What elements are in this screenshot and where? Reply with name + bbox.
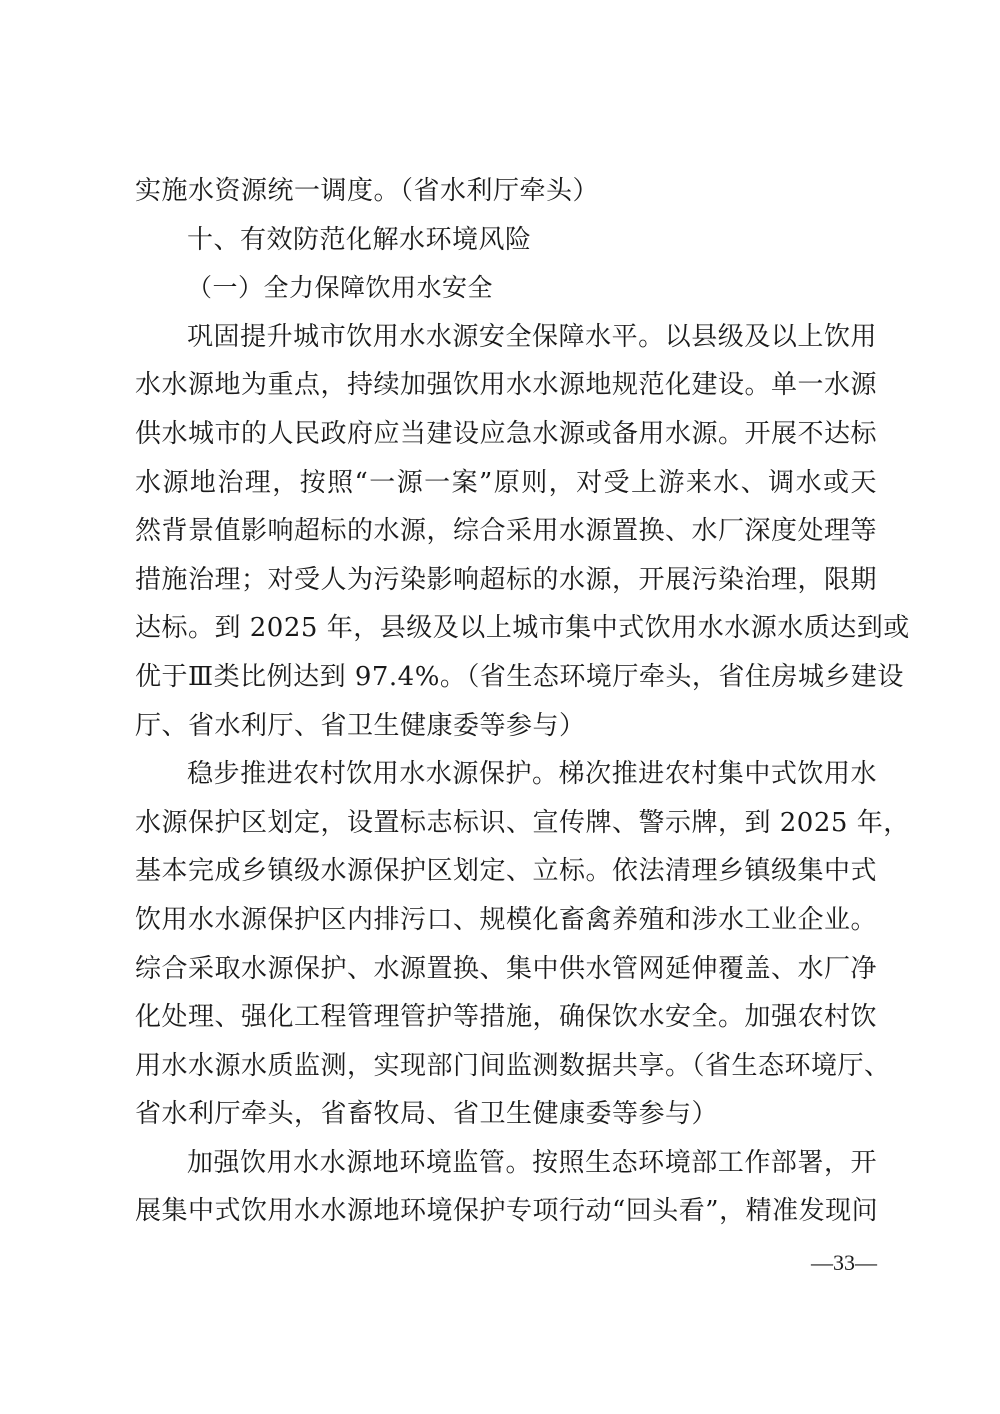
paragraph-line: 优于Ⅲ类比例达到 97.4%。（省生态环境厅牵头，省住房城乡建设	[135, 661, 904, 692]
text-line: 实施水资源统一调度。（省水利厅牵头）	[135, 176, 600, 206]
paragraph-line: 用水水源水质监测，实现部门间监测数据共享。（省生态环境厅、	[135, 1050, 891, 1081]
paragraph-line: 基本完成乡镇级水源保护区划定、立标。依法清理乡镇级集中式	[135, 856, 878, 887]
paragraph-line: 化处理、强化工程管理管护等措施，确保饮水安全。加强农村饮	[135, 1002, 878, 1033]
paragraph-line: 展集中式饮用水水源地环境保护专项行动“回头看”，精准发现问	[135, 1196, 879, 1227]
paragraph-line: 厅、省水利厅、省卫生健康委等参与）	[135, 710, 586, 741]
paragraph-line: 水源保护区划定，设置标志标识、宣传牌、警示牌，到 2025 年，	[135, 807, 910, 838]
section-heading: 十、有效防范化解水环境风险	[187, 224, 532, 255]
paragraph-line: 稳步推进农村饮用水水源保护。梯次推进农村集中式饮用水	[187, 759, 877, 790]
paragraph-line: 然背景值影响超标的水源，综合采用水源置换、水厂深度处理等	[135, 516, 878, 547]
paragraph-line: 达标。到 2025 年，县级及以上城市集中式饮用水水源水质达到或	[135, 613, 910, 644]
paragraph-line: 综合采取水源保护、水源置换、集中供水管网延伸覆盖、水厂净	[135, 953, 878, 984]
document-body	[135, 167, 910, 1236]
paragraph-line: 加强饮用水水源地环境监管。按照生态环境部工作部署，开	[187, 1147, 877, 1178]
paragraph-line: 水源地治理，按照“一源一案”原则，对受上游来水、调水或天	[135, 467, 877, 498]
page-number: —33—	[811, 1250, 877, 1275]
paragraph-line: 水水源地为重点，持续加强饮用水水源地规范化建设。单一水源	[135, 370, 878, 401]
paragraph-line: 省水利厅牵头，省畜牧局、省卫生健康委等参与）	[135, 1099, 719, 1130]
paragraph-line: 饮用水水源保护区内排污口、规模化畜禽养殖和涉水工业企业。	[135, 904, 878, 935]
paragraph-line: 供水城市的人民政府应当建设应急水源或备用水源。开展不达标	[135, 418, 878, 449]
subsection-heading: （一）全力保障饮用水安全	[187, 273, 494, 303]
paragraph-line: 措施治理；对受人为污染影响超标的水源，开展污染治理，限期	[135, 564, 878, 595]
paragraph-line: 巩固提升城市饮用水水源安全保障水平。以县级及以上饮用	[187, 321, 877, 352]
